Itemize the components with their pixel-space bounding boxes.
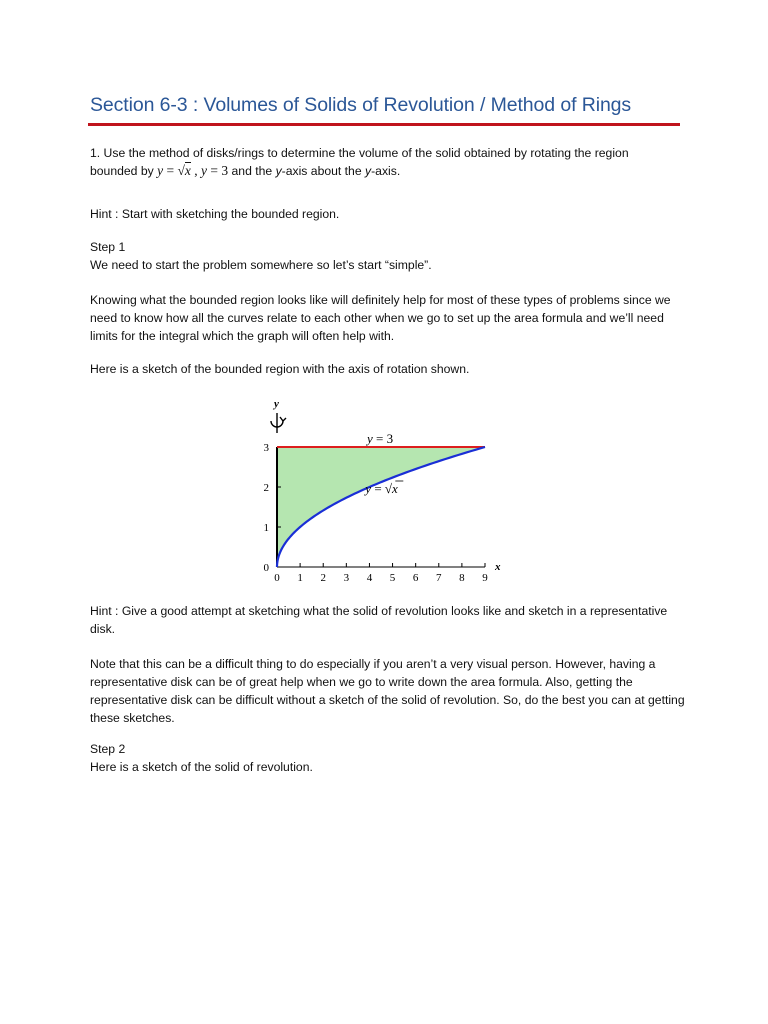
x-tick-label: 7 [436, 572, 442, 584]
sketch-caption: Here is a sketch of the bounded region with the axis of rotation shown. [90, 362, 470, 376]
step-2-heading: Step 2 [90, 742, 126, 756]
eq-separator: , [190, 163, 202, 178]
axis-suffix: -axis about the [281, 164, 366, 178]
bounded-region-figure [255, 395, 505, 585]
x-axis-label: x [495, 561, 501, 573]
eq1-lhs: y [157, 163, 164, 178]
step-2-text: Here is a sketch of the solid of revolution. [90, 760, 313, 774]
note-paragraph: Note that this can be a difficult thing to do especially if you aren’t a very visual person. However, having a representative disk can be of great help when we go to write down the area formula. Also, getting the representative disk can be difficult without a sketch of the solid of revolution. So, do the best you can at getting these sketches. [90, 657, 685, 725]
region-fill [277, 447, 485, 567]
problem-statement [90, 144, 690, 180]
label-y-equals-3-rhs: = 3 [372, 431, 394, 446]
step-1-heading: Step 1 [90, 240, 126, 254]
y-italic-2: y [365, 164, 372, 178]
eq2-lhs: y [201, 163, 208, 178]
x-tick-label: 9 [482, 572, 488, 584]
hint-1: Hint : Start with sketching the bounded region. [90, 207, 340, 221]
step-1-intro: We need to start the problem somewhere so let’s start “simple”. [90, 258, 432, 272]
hint-2: Hint : Give a good attempt at sketching what the solid of revolution looks like and sketch in a representative disk. [90, 604, 668, 636]
label-sqrt-lhs: y [365, 481, 372, 496]
title-underline [88, 123, 680, 126]
label-sqrt-eq: = √ [371, 481, 393, 496]
problem-bounded-prefix: bounded by [90, 164, 158, 178]
label-y-equals-3-lhs: y [367, 431, 373, 446]
sqrt-symbol: √ [177, 163, 185, 178]
y-tick-label: 0 [263, 562, 269, 574]
y-axis-label: y [274, 398, 279, 410]
y-tick-label: 3 [263, 442, 269, 454]
and-the-text: and the [228, 164, 276, 178]
y-tick-label: 1 [263, 522, 269, 534]
label-y-equals-3 [365, 431, 393, 446]
x-tick-label: 5 [389, 572, 396, 584]
eq1-equals: = [163, 163, 178, 178]
y-tick-label: 2 [263, 482, 269, 494]
section-title: Section 6-3 : Volumes of Solids of Revolution / Method of Rings [90, 94, 632, 116]
label-y-equals-sqrt-x [363, 481, 398, 496]
x-tick-label: 8 [459, 572, 465, 584]
x-tick-label: 3 [343, 572, 350, 584]
y-italic: y [275, 164, 282, 178]
eq2-rhs: = 3 [207, 163, 229, 178]
x-tick-label: 1 [297, 572, 303, 584]
eq1-radicand: x [184, 163, 191, 178]
label-sqrt-radicand: x [392, 481, 398, 496]
x-tick-label: 0 [274, 572, 280, 584]
x-tick-label: 4 [366, 572, 373, 584]
problem-line-1: 1. Use the method of disks/rings to determine the volume of the solid obtained by rotating the region [90, 146, 629, 160]
rotation-arrowhead-icon [280, 417, 286, 421]
axis-end: -axis. [371, 164, 401, 178]
region-chart-svg [255, 395, 505, 585]
x-tick-label: 6 [412, 572, 419, 584]
x-tick-label: 2 [320, 572, 326, 584]
step-1-paragraph: Knowing what the bounded region looks like will definitely help for most of these types of problems since we need to know how all the curves relate to each other when we go to set up the area formula and we’ll need limits for the integral which the graph will often help with. [90, 293, 671, 343]
